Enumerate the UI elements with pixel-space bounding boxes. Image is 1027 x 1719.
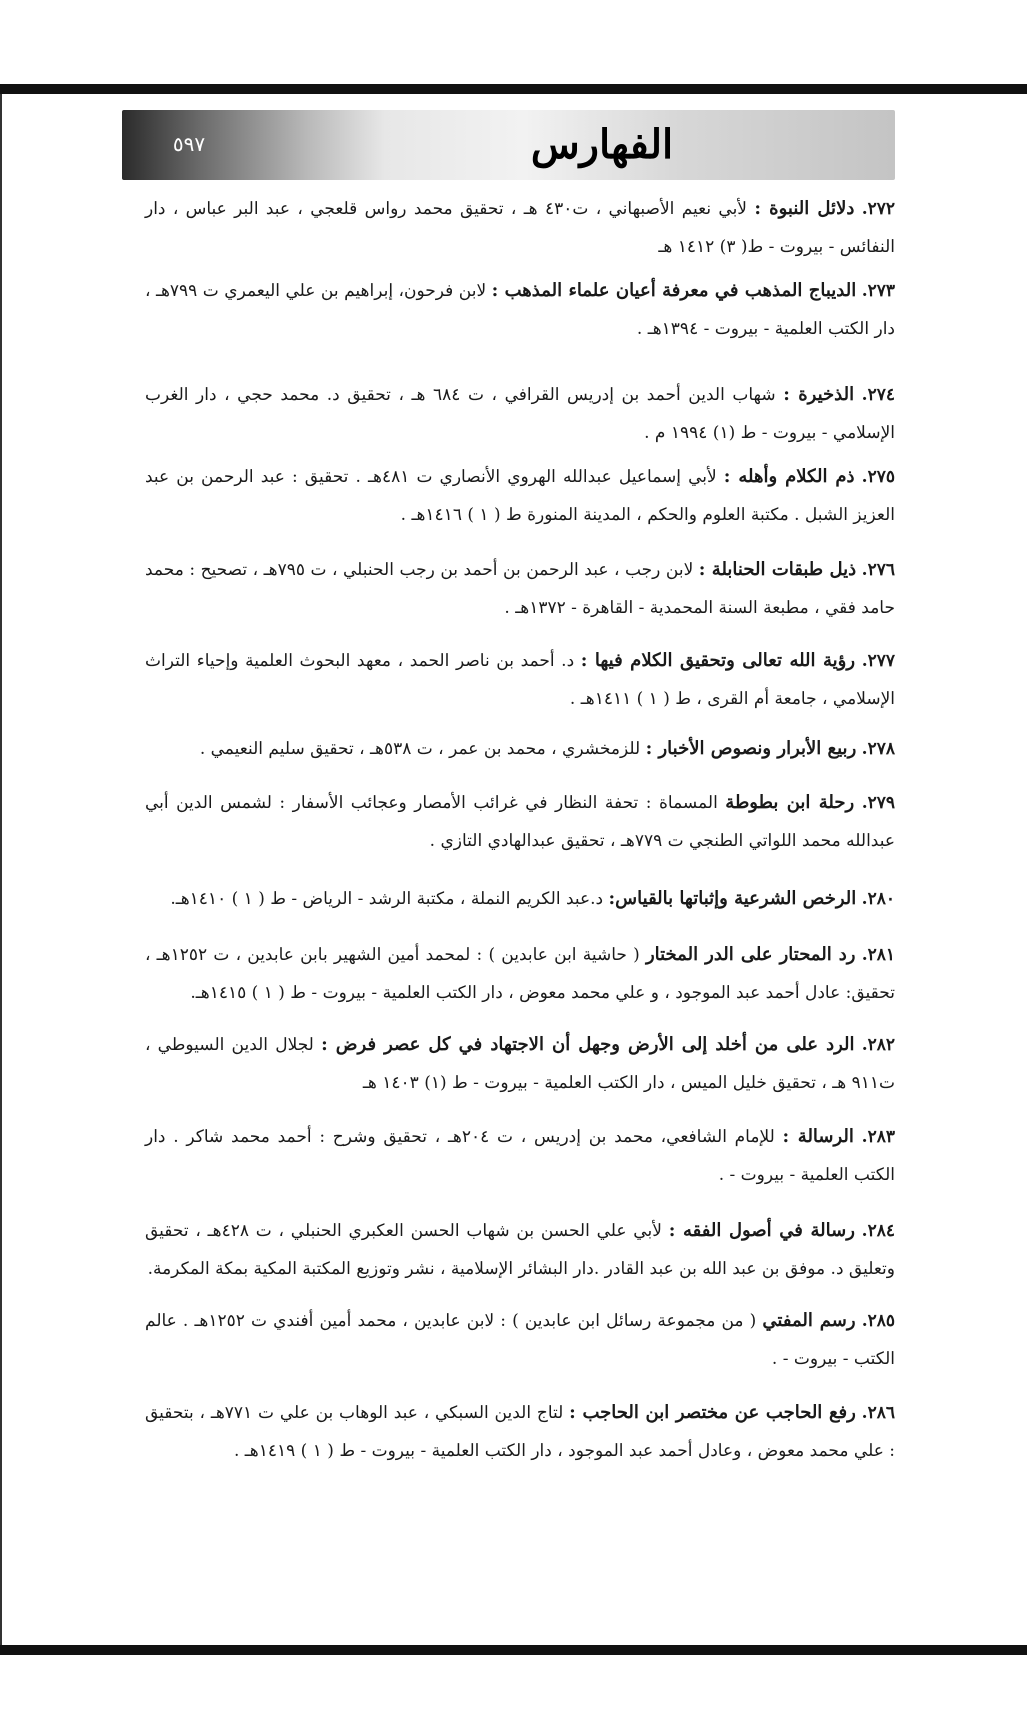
- entry-title: الذخيرة :: [783, 384, 855, 405]
- entry-text: لابن فرحون، إبراهيم بن علي اليعمري ت ٧٩٩هـ ، دار الكتب العلمية - بيروت - ١٣٩٤هـ .: [145, 281, 895, 339]
- entry-title: رحلة ابن بطوطة: [725, 792, 855, 813]
- entry-title: رفع الحاجب عن مختصر ابن الحاجب :: [569, 1402, 856, 1423]
- page-number: ٥٩٧: [172, 132, 206, 156]
- list-item: [145, 936, 895, 1012]
- page-header: [122, 110, 895, 180]
- list-item: [145, 551, 895, 627]
- entry-number: ٢٧٢.: [861, 199, 896, 219]
- entry-text: لأبي إسماعيل عبدالله الهروي الأنصاري ت ٤٨١هـ . تحقيق : عبد الرحمن بن عبد العزيز الشبل . مكتبة العلوم والحكم ، المدينة المنورة ط ( ١ ) ١٤١٦هـ .: [145, 467, 895, 525]
- entry-text: للإمام الشافعي، محمد بن إدريس ، ت ٢٠٤هـ ، تحقيق وشرح : أحمد محمد شاكر . دار الكتب العلمية - بيروت - .: [145, 1127, 895, 1185]
- list-item: [145, 458, 895, 534]
- entry-number: ٢٨٦.: [861, 1403, 895, 1423]
- entry-text: ( حاشية ابن عابدين ) : لمحمد أمين الشهير بابن عابدين ، ت ١٢٥٢هـ ، تحقيق: عادل أحمد عبد الموجود ، و علي محمد معوض ، دار الكتب العلمية - بيروت - ط ( ١ ) ١٤١٥هـ.: [145, 945, 895, 1003]
- entry-text: د. أحمد بن ناصر الحمد ، معهد البحوث العلمية وإحياء التراث الإسلامي ، جامعة أم القرى ، ط ( ١ ) ١٤١١هـ .: [145, 651, 895, 709]
- entry-number: ٢٧٥.: [861, 467, 895, 487]
- entry-number: ٢٧٤.: [861, 385, 895, 405]
- entry-text: لجلال الدين السيوطي ، ت٩١١ هـ ، تحقيق خليل الميس ، دار الكتب العلمية - بيروت - ط (١) ١٤٠٣ هـ: [145, 1035, 895, 1093]
- list-item: [145, 880, 895, 918]
- entry-title: رسم المفتي: [762, 1310, 856, 1331]
- entry-text: المسماة : تحفة النظار في غرائب الأمصار وعجائب الأسفار : لشمس الدين أبي عبدالله محمد اللواتي الطنجي ت ٧٧٩هـ ، تحقيق عبدالهادي التازي .: [145, 793, 895, 851]
- entry-text: ( من مجموعة رسائل ابن عابدين ) : لابن عابدين ، محمد أمين أفندي ت ١٢٥٢هـ . عالم الكتب - بيروت - .: [145, 1311, 895, 1369]
- list-item: [145, 1394, 895, 1470]
- bibliography-list: [145, 198, 896, 1626]
- entry-number: ٢٨٠.: [861, 889, 895, 909]
- entry-title: الرخص الشرعية وإثباتها بالقياس:: [608, 888, 857, 909]
- entry-number: ٢٨٥.: [861, 1311, 896, 1331]
- entry-title: رؤية الله تعالى وتحقيق الكلام فيها :: [580, 650, 856, 671]
- entry-text: لابن رجب ، عبد الرحمن بن أحمد بن رجب الحنبلي ، ت ٧٩٥هـ ، تصحيح : محمد حامد فقي ، مطبعة السنة المحمدية - القاهرة - ١٣٧٢هـ .: [145, 560, 895, 618]
- entry-text: لأبي علي الحسن بن شهاب الحسن العكبري الحنبلي ، ت ٤٢٨هـ ، تحقيق وتعليق د. موفق بن عبد الله بن عبد القادر .دار البشائر الإسلامية ، نشر وتوزيع المكتبة المكية بمكة المكرمة.: [145, 1221, 895, 1279]
- entry-number: ٢٧٩.: [861, 793, 896, 813]
- entry-title: رسالة في أصول الفقه :: [668, 1220, 855, 1241]
- entry-title: ربيع الأبرار ونصوص الأخبار :: [645, 738, 857, 759]
- list-item: [145, 730, 895, 768]
- entry-number: ٢٧٧.: [861, 651, 896, 671]
- entry-number: ٢٨٢.: [861, 1035, 896, 1055]
- entry-title: الديباج المذهب في معرفة أعيان علماء المذهب :: [491, 280, 857, 301]
- entry-number: ٢٨٣.: [861, 1127, 895, 1147]
- bottom-border-rule: [0, 1645, 1027, 1655]
- entry-title: دلائل النبوة :: [754, 198, 855, 219]
- entry-text: شهاب الدين أحمد بن إدريس القرافي ، ت ٦٨٤ هـ ، تحقيق د. محمد حجي ، دار الغرب الإسلامي - بيروت - ط (١) ١٩٩٤ م .: [145, 385, 895, 443]
- entry-title: الرسالة :: [782, 1126, 854, 1147]
- entry-title: ذم الكلام وأهله :: [723, 466, 855, 487]
- entry-text: لأبي نعيم الأصبهاني ، ت٤٣٠ هـ ، تحقيق محمد رواس قلعجي ، عبد البر عباس ، دار النفائس - بيروت - ط( ٣) ١٤١٢ هـ: [145, 199, 895, 257]
- list-item: [145, 1212, 895, 1288]
- entry-title: رد المحتار على الدر المختار: [645, 944, 856, 965]
- top-border-rule: [0, 84, 1027, 94]
- list-item: [145, 376, 895, 452]
- entry-number: ٢٨٤.: [861, 1221, 895, 1241]
- entry-title: الرد على من أخلد إلى الأرض وجهل أن الاجتهاد في كل عصر فرض :: [321, 1034, 855, 1055]
- list-item: [145, 1118, 895, 1194]
- page-title: الفهارس: [530, 121, 674, 168]
- entry-text: للزمخشري ، محمد بن عمر ، ت ٥٣٨هـ ، تحقيق سليم النعيمي .: [199, 739, 641, 759]
- list-item: [145, 1302, 895, 1378]
- entry-title: ذيل طبقات الحنابلة :: [698, 559, 857, 580]
- list-item: [145, 272, 895, 348]
- entry-text: لتاج الدين السبكي ، عبد الوهاب بن علي ت ٧٧١هـ ، بتحقيق : علي محمد معوض ، وعادل أحمد عبد الموجود ، دار الكتب العلمية - بيروت - ط ( ١ ) ١٤١٩هـ .: [145, 1403, 895, 1461]
- entry-number: ٢٧٣.: [861, 281, 896, 301]
- entry-number: ٢٧٨.: [861, 739, 895, 759]
- entry-number: ٢٨١.: [861, 945, 896, 965]
- entry-number: ٢٧٦.: [861, 560, 895, 580]
- list-item: [145, 1026, 895, 1102]
- list-item: [145, 190, 895, 266]
- list-item: [145, 784, 895, 860]
- entry-text: د.عبد الكريم النملة ، مكتبة الرشد - الرياض - ط ( ١ ) ١٤١٠هـ.: [170, 889, 604, 909]
- list-item: [145, 642, 895, 718]
- left-edge-line: [0, 94, 2, 1645]
